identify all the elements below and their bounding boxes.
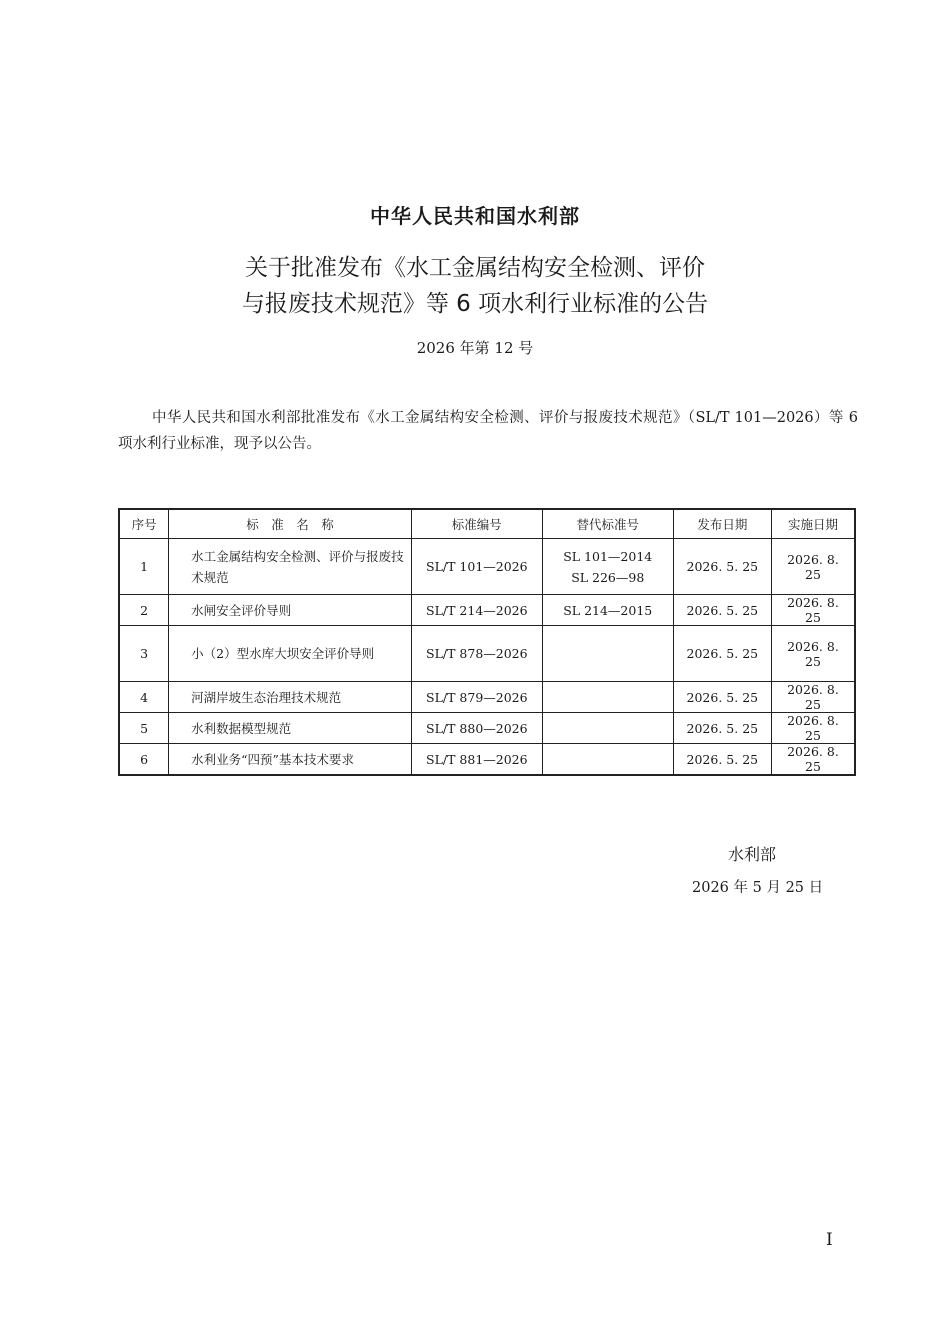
header-publish-date: 发布日期 [673,509,771,539]
replaces-line-1: SL 101—2014 [563,548,653,564]
cell-name: 水闸安全评价导则 [169,595,412,626]
cell-seq: 3 [119,626,169,682]
cell-code: SL/T 881—2026 [411,744,542,776]
table-header-row [119,509,855,539]
page-number: I [826,1230,833,1250]
header-seq: 序号 [119,509,169,539]
cell-effective-date: 2026. 8. 25 [771,682,855,713]
issuing-ministry: 中华人民共和国水利部 [370,204,580,228]
cell-code: SL/T 879—2026 [411,682,542,713]
standards-table [118,508,856,776]
cell-publish-date: 2026. 5. 25 [673,539,771,595]
cell-replaces [542,539,673,595]
cell-publish-date: 2026. 5. 25 [673,713,771,744]
cell-replaces [542,713,673,744]
announcement-paragraph: 中华人民共和国水利部批准发布《水工金属结构安全检测、评价与报废技术规范》（SL/T 101—2026）等 6 项水利行业标准，现予以公告。 [118,410,858,452]
header-code: 标准编号 [411,509,542,539]
title-line-1: 关于批准发布《水工金属结构安全检测、评价 [245,255,705,281]
signature-date: 2026 年 5 月 25 日 [692,880,824,896]
cell-effective-date: 2026. 8. 25 [771,744,855,776]
cell-name: 水利业务“四预”基本技术要求 [169,744,412,776]
table-row [119,595,855,626]
cell-name: 小（2）型水库大坝安全评价导则 [169,626,412,682]
cell-seq: 6 [119,744,169,776]
cell-effective-date: 2026. 8. 25 [771,626,855,682]
cell-code: SL/T 101—2026 [411,539,542,595]
cell-name: 水工金属结构安全检测、评价与报废技术规范 [169,539,412,595]
header-replaces: 替代标准号 [542,509,673,539]
cell-replaces: SL 214—2015 [542,595,673,626]
header-effective-date: 实施日期 [771,509,855,539]
header-name: 标 准 名 称 [169,509,412,539]
table-row [119,713,855,744]
cell-effective-date: 2026. 8. 25 [771,539,855,595]
cell-publish-date: 2026. 5. 25 [673,595,771,626]
cell-code: SL/T 878—2026 [411,626,542,682]
table-row [119,744,855,776]
cell-seq: 2 [119,595,169,626]
table-row [119,626,855,682]
title-line-2: 与报废技术规范》等 6 项水利行业标准的公告 [241,291,709,317]
cell-publish-date: 2026. 5. 25 [673,744,771,776]
cell-replaces [542,744,673,776]
cell-code: SL/T 880—2026 [411,713,542,744]
cell-code: SL/T 214—2026 [411,595,542,626]
table-row [119,682,855,713]
cell-publish-date: 2026. 5. 25 [673,626,771,682]
cell-seq: 5 [119,713,169,744]
cell-publish-date: 2026. 5. 25 [673,682,771,713]
cell-name: 水利数据模型规范 [169,713,412,744]
table-row [119,539,855,595]
cell-effective-date: 2026. 8. 25 [771,713,855,744]
cell-replaces [542,682,673,713]
replaces-line-2: SL 226—98 [571,569,645,585]
cell-seq: 1 [119,539,169,595]
signature-organization: 水利部 [728,845,777,864]
cell-replaces [542,626,673,682]
cell-effective-date: 2026. 8. 25 [771,595,855,626]
cell-seq: 4 [119,682,169,713]
announcement-title [0,250,950,322]
cell-name: 河湖岸坡生态治理技术规范 [169,682,412,713]
document-number: 2026 年第 12 号 [416,339,534,357]
